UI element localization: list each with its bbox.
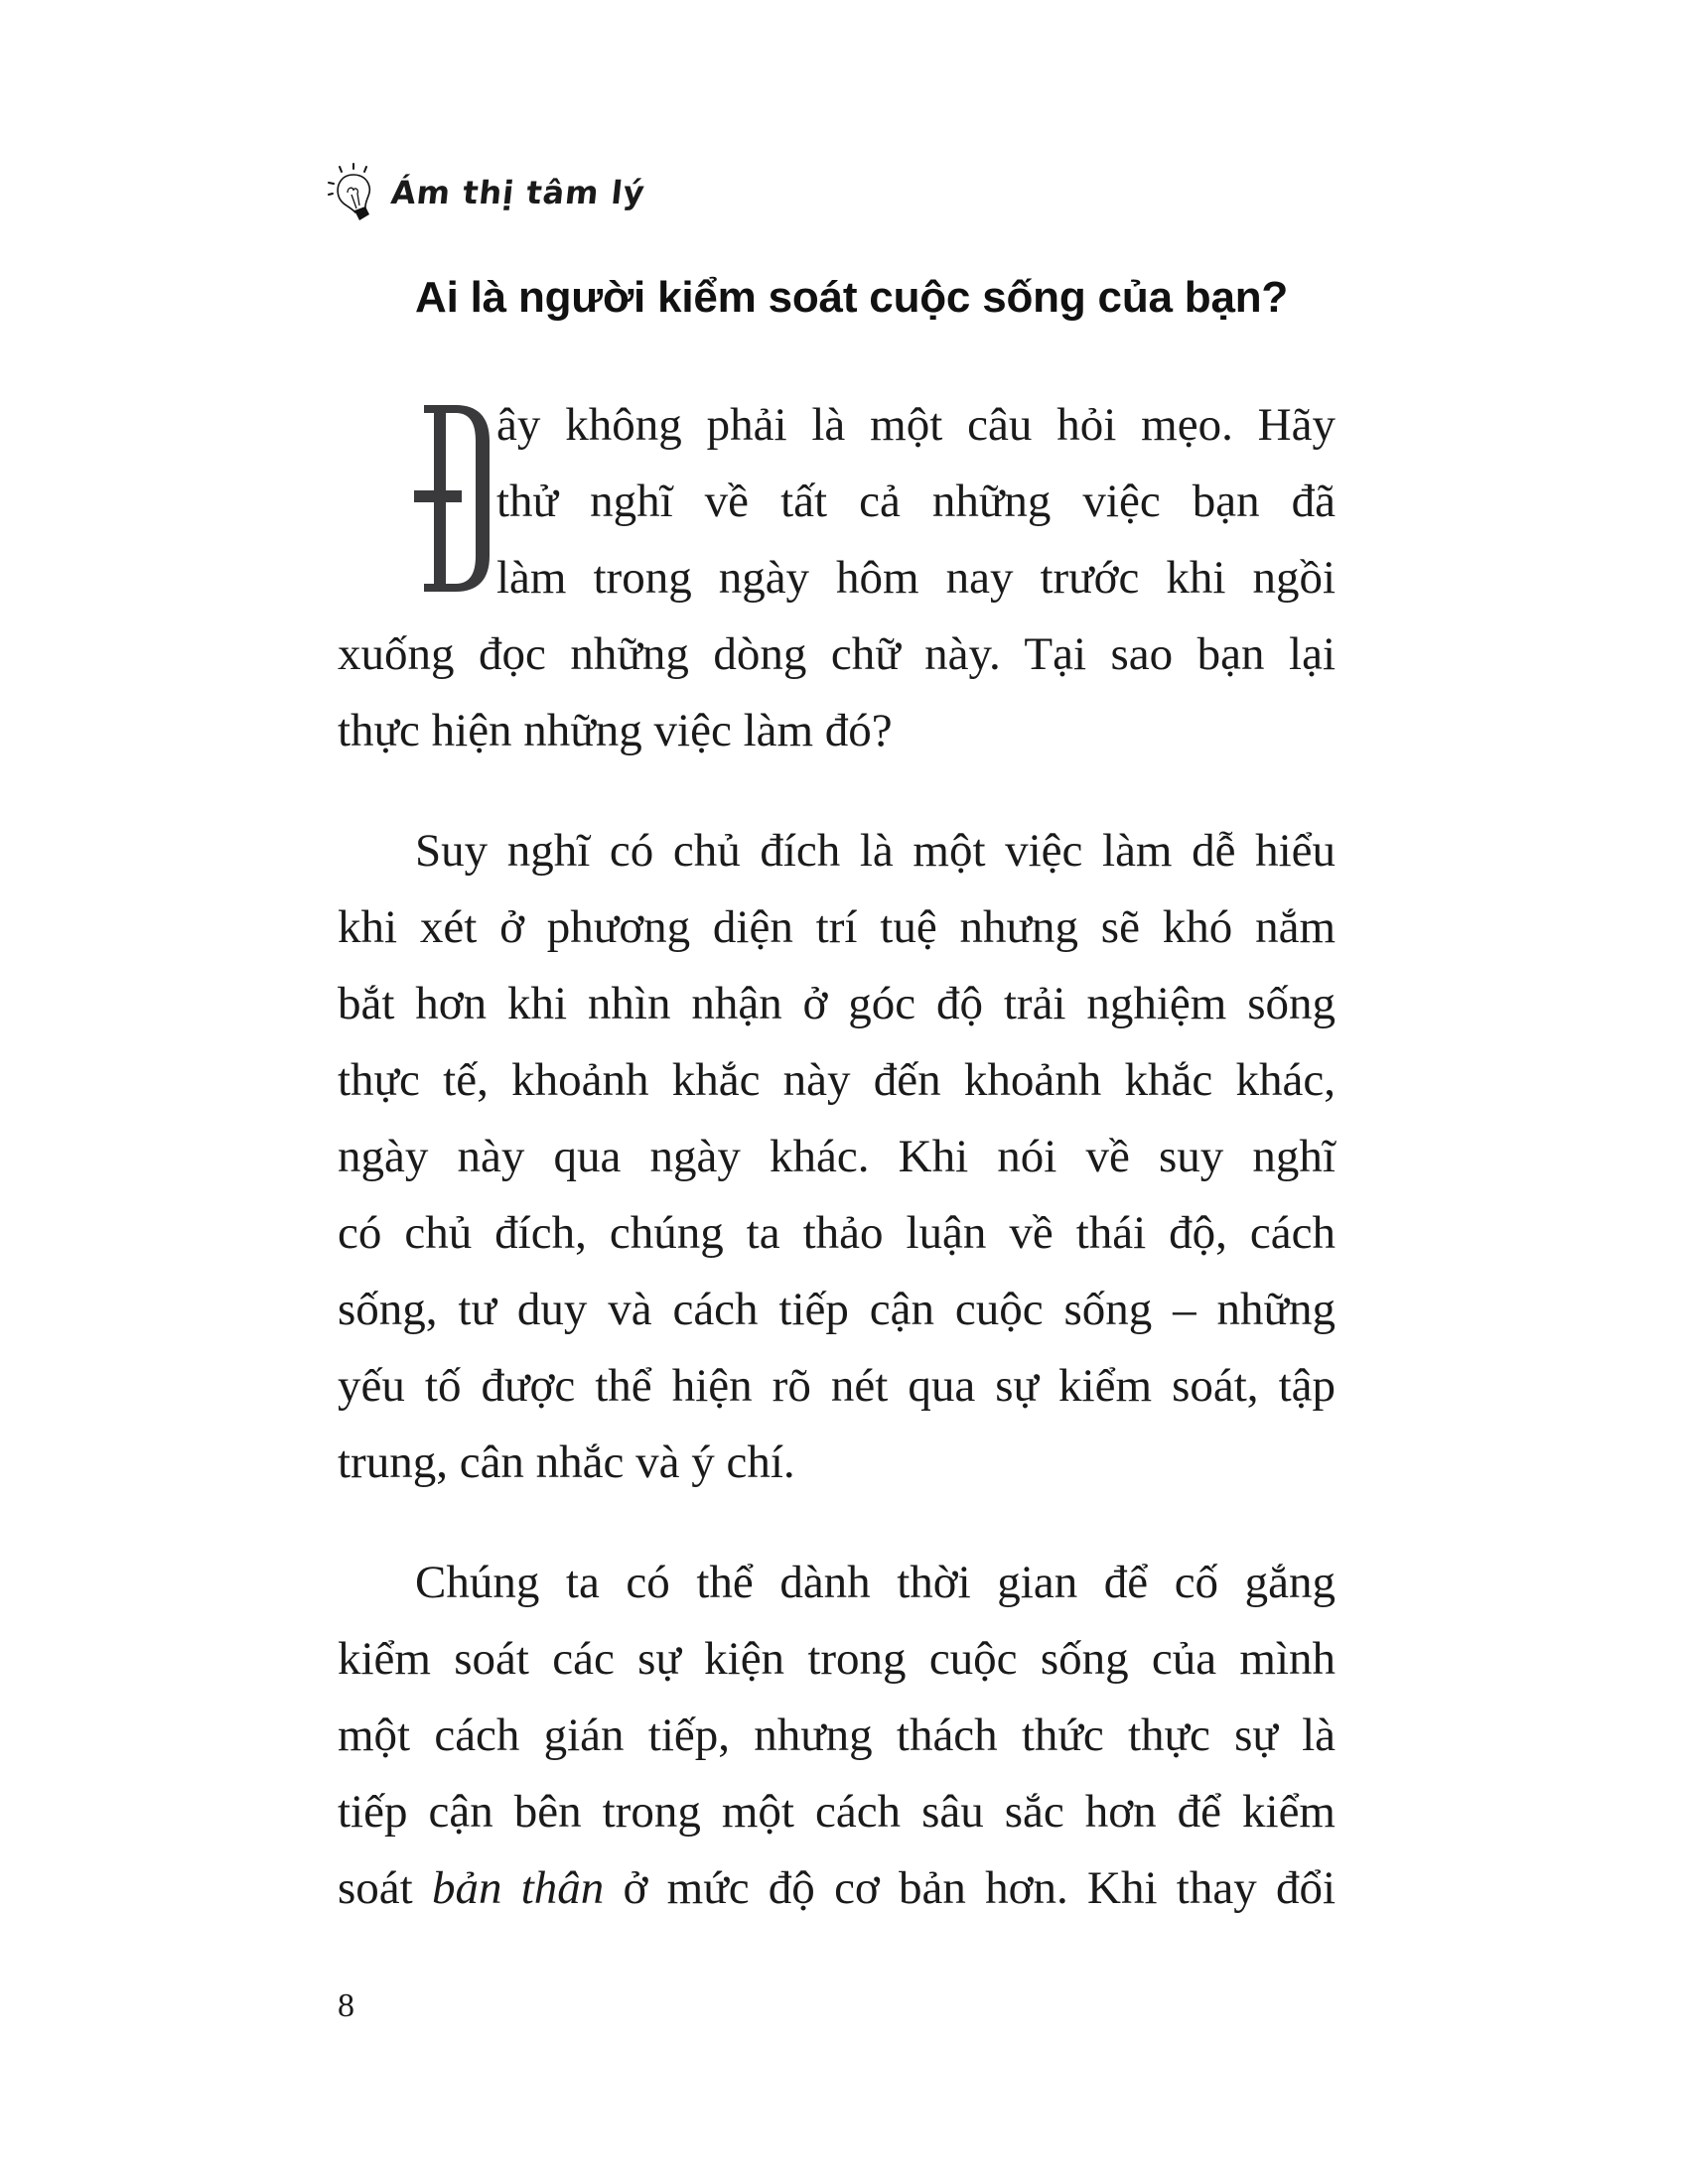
text-line: thực tế, khoảnh khắc này đến khoảnh khắc khác, [338,1054,1336,1106]
text-line: Suy nghĩ có chủ đích là một việc làm dễ hiểu [415,825,1336,877]
text-line: thực hiện những việc làm đó? [338,705,893,756]
text-line: làm trong ngày hôm nay trước khi ngồi [496,552,1336,604]
text-line: một cách gián tiếp, nhưng thách thức thực sự là [338,1709,1336,1761]
lightbulb-icon [326,161,377,224]
text-span: soát [338,1862,432,1914]
text-line: thử nghĩ về tất cả những việc bạn đã [496,476,1336,527]
text-line: Chúng ta có thể dành thời gian để cố gắng [415,1557,1336,1608]
text-line: có chủ đích, chúng ta thảo luận về thái độ, cách [338,1207,1336,1259]
text-line: ây không phải là một câu hỏi mẹo. Hãy [496,399,1336,451]
text-line: khi xét ở phương diện trí tuệ nhưng sẽ khó nắm [338,901,1336,953]
page-number: 8 [338,1987,354,2024]
text-line: trung, cân nhắc và ý chí. [338,1436,795,1488]
text-line: tiếp cận bên trong một cách sâu sắc hơn để kiểm [338,1786,1336,1838]
running-head [326,161,645,224]
text-line: kiểm soát các sự kiện trong cuộc sống của mình [338,1633,1336,1685]
section-title: Ai là người kiểm soát cuộc sống của bạn? [415,273,1289,322]
text-line: sống, tư duy và cách tiếp cận cuộc sống – những [338,1284,1336,1335]
text-line: ngày này qua ngày khác. Khi nói về suy nghĩ [338,1131,1336,1182]
italic-emphasis: bản thân [431,1862,605,1914]
text-line: xuống đọc những dòng chữ này. Tại sao bạn lại [338,628,1336,680]
text-span: ở mức độ cơ bản hơn. Khi thay đổi [604,1862,1336,1914]
running-head-text: Ám thị tâm lý [389,174,647,211]
text-line: yếu tố được thể hiện rõ nét qua sự kiểm soát, tập [338,1360,1336,1412]
text-line: bắt hơn khi nhìn nhận ở góc độ trải nghiệm sống [338,978,1336,1029]
text-line-with-italic [338,1850,1336,1927]
